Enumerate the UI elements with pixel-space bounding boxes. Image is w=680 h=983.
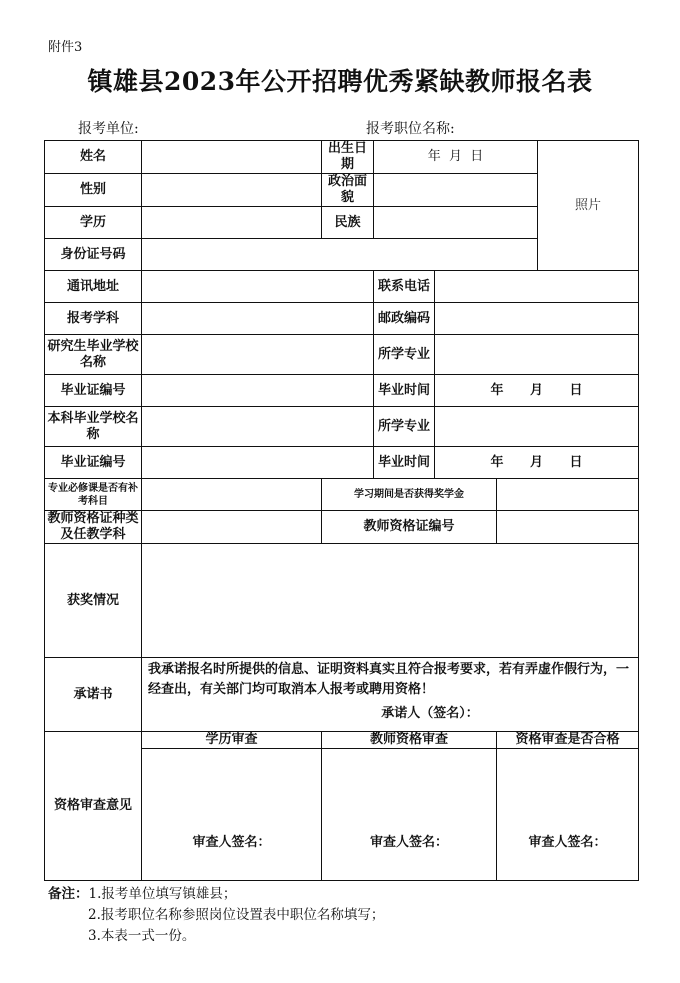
phone-field[interactable] [435, 271, 639, 303]
political-status-field[interactable] [374, 174, 538, 207]
teacher-cert-type-label: 教师资格证种类及任教学科 [45, 511, 142, 544]
major-field[interactable] [435, 335, 639, 375]
attachment-label: 附件3 [48, 40, 83, 55]
grad-school-label: 研究生毕业学校名称 [45, 335, 142, 375]
pledge-cell [142, 658, 639, 732]
form-title: 镇雄县2023年公开招聘优秀紧缺教师报名表 [87, 67, 593, 96]
awards-field[interactable] [142, 544, 639, 658]
subject-field[interactable] [142, 303, 374, 335]
undergrad-school-field[interactable] [142, 407, 374, 447]
note-1: 1.报考单位填写镇雄县； [88, 886, 237, 902]
education-field[interactable] [142, 207, 322, 239]
grad-school-field[interactable] [142, 335, 374, 375]
birth-date-field[interactable] [374, 141, 538, 174]
gender-field[interactable] [142, 174, 322, 207]
review-edu-signer: 审查人签名： [192, 834, 271, 850]
pledge-text: 我承诺报名时所提供的信息、证明资料真实且符合报考要求，若有弄虚作假行为，一经查出，有关部门均可取消本人报考或聘用资格！ [148, 662, 630, 697]
review-teacher-field[interactable] [322, 749, 497, 881]
undergrad-cert-no-field[interactable] [142, 447, 374, 479]
pledge-signature-label[interactable]: 承诺人（签名）： [381, 706, 479, 721]
position-label: 报考职位名称: [366, 121, 455, 137]
education-label: 学历 [45, 207, 142, 239]
scholarship-label: 学习期间是否获得奖学金 [322, 479, 497, 511]
major-label: 所学专业 [374, 335, 435, 375]
awards-label: 获奖情况 [45, 544, 142, 658]
undergrad-cert-no-label: 毕业证编号 [45, 447, 142, 479]
notes [48, 884, 384, 947]
unit-label: 报考单位: [78, 121, 139, 137]
undergrad-year: 年 [490, 454, 504, 470]
review-teacher-signer: 审查人签名： [369, 834, 448, 850]
undergrad-grad-time-label: 毕业时间 [374, 447, 435, 479]
photo-slot[interactable] [538, 141, 639, 271]
gender-label: 性别 [45, 174, 142, 207]
cert-no-field[interactable] [142, 375, 374, 407]
address-label: 通讯地址 [45, 271, 142, 303]
name-label: 姓名 [45, 141, 142, 174]
id-number-label: 身份证号码 [45, 239, 142, 271]
phone-label: 联系电话 [374, 271, 435, 303]
address-field[interactable] [142, 271, 374, 303]
birth-date-label: 出生日期 [322, 141, 374, 174]
ethnicity-label: 民族 [322, 207, 374, 239]
name-field[interactable] [142, 141, 322, 174]
undergrad-school-label: 本科毕业学校名称 [45, 407, 142, 447]
teacher-cert-no-label: 教师资格证编号 [322, 511, 497, 544]
undergrad-day: 日 [569, 454, 583, 470]
review-result-header: 资格审查是否合格 [497, 732, 639, 749]
id-number-field[interactable] [142, 239, 538, 271]
undergrad-major-field[interactable] [435, 407, 639, 447]
postcode-label: 邮政编码 [374, 303, 435, 335]
review-teacher-header: 教师资格审查 [322, 732, 497, 749]
review-result-field[interactable] [497, 749, 639, 881]
undergrad-major-label: 所学专业 [374, 407, 435, 447]
undergrad-grad-time-field[interactable] [435, 447, 639, 479]
birth-date-placeholder: 年 月 日 [427, 149, 484, 164]
undergrad-month: 月 [529, 454, 543, 470]
pledge-label: 承诺书 [45, 658, 142, 732]
review-result-signer: 审查人签名： [528, 834, 607, 850]
subject-label: 报考学科 [45, 303, 142, 335]
teacher-cert-no-field[interactable] [497, 511, 639, 544]
scholarship-field[interactable] [497, 479, 639, 511]
ethnicity-field[interactable] [374, 207, 538, 239]
required-courses-field[interactable] [142, 479, 322, 511]
political-status-label: 政治面貌 [322, 174, 374, 207]
note-2: 2.报考职位名称参照岗位设置表中职位名称填写； [88, 907, 385, 923]
review-edu-header: 学历审查 [142, 732, 322, 749]
grad-month: 月 [529, 382, 543, 398]
note-3: 3.本表一式一份。 [88, 928, 196, 944]
review-edu-field[interactable] [142, 749, 322, 881]
review-label: 资格审查意见 [45, 732, 142, 881]
teacher-cert-type-field[interactable] [142, 511, 322, 544]
notes-label: 备注： [48, 886, 89, 902]
grad-time-label: 毕业时间 [374, 375, 435, 407]
grad-day: 日 [569, 382, 583, 398]
registration-form [44, 140, 639, 881]
photo-label: 照片 [574, 197, 601, 213]
required-courses-label: 专业必修课是否有补考科目 [45, 479, 142, 511]
cert-no-label: 毕业证编号 [45, 375, 142, 407]
grad-year: 年 [490, 382, 504, 398]
grad-time-field[interactable] [435, 375, 639, 407]
postcode-field[interactable] [435, 303, 639, 335]
